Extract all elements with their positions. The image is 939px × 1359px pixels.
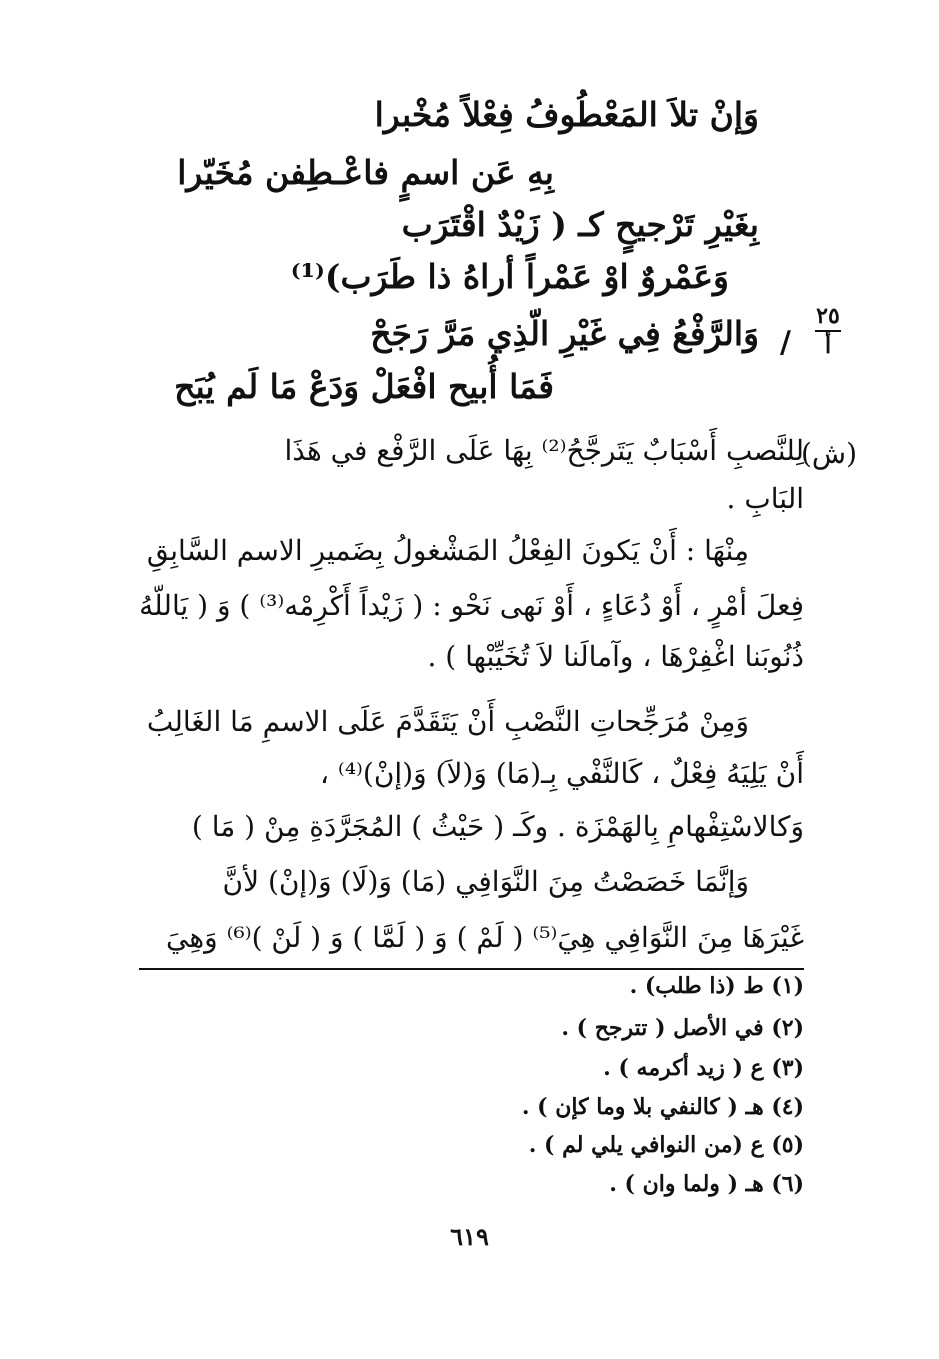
page-number: ٦١٩ (450, 1222, 489, 1251)
footnote: (٤) هـ ( كالنفي بلا وما كإن ) . (521, 1094, 804, 1120)
footnote: (٦) هـ ( ولما وان ) . (609, 1171, 804, 1197)
verse-line: فَمَا أُبيح افْعَلْ وَدَعْ مَا لَم يُبَح (174, 367, 554, 406)
footnote: (٣) ع ( زيد أكرمه ) . (603, 1055, 804, 1081)
footnote: (١) ط (ذا طلب) . (629, 973, 804, 999)
verse-line: وَإنْ تلاَ المَعْطُوفُ فِعْلاً مُخْبرا (374, 95, 759, 134)
verse-line: وَالرَّفْعُ فِي غَيْرِ الّذِي مَرَّ رَجَحْ (370, 314, 759, 353)
commentary-label: (ش) (800, 437, 857, 470)
paragraph-line: غَيْرَهَا مِنَ النَّوَافِي هِيَ⁽⁵⁾ ( لَمْ ) وَ ( لَمَّا ) وَ ( لَنْ )⁽⁶⁾ وَهِيَ (166, 921, 804, 954)
paragraph-line: ذُنُوبَنا اغْفِرْهَا ، وآمالَنا لاَ تُخَيِّبْها ) . (427, 640, 804, 673)
folio-number: ٢٥ (816, 303, 840, 329)
folio-side: أ (824, 333, 832, 359)
paragraph-line: لِلنَّصبِ أَسْبَابٌ يَتَرجَّحُ⁽²⁾ بِهَا عَلَى الرَّفْع في هَذَا (284, 434, 804, 467)
paragraph-line: وَمِنْ مُرَجِّحاتِ النَّصْبِ أَنْ يَتَقَدَّمَ عَلَى الاسمِ مَا الغَالِبُ (146, 705, 749, 738)
paragraph-line: وَكالاسْتِفْهامِ بِالهَمْزَة . وكَـ ( حَيْثُ ) المُجَرَّدَةِ مِنْ ( مَا ) (191, 810, 804, 843)
paragraph-line: وَإنَّمَا خَصَصْتُ مِنَ النَّوَافِي (مَا) وَ(لَا) وَ(إنْ) لأنَّ (222, 865, 749, 898)
paragraph-line: البَابِ . (726, 482, 804, 515)
folio-divider (815, 330, 841, 332)
verse-line: وَعَمْروٌ اوْ عَمْراً أراهُ ذا طَرَب)⁽¹⁾ (290, 257, 729, 296)
verse-line: بِغَيْرِ تَرْجيحٍ كـ ( زَيْدٌ اقْتَرَب (401, 205, 759, 244)
paragraph-line: فِعلَ أمْرٍ ، أَوْ دُعَاءٍ ، أَوْ نَهى نَحْو : ( زَيْداً أَكْرِمْه⁽³⁾ ) وَ ( يَاللّهُ (139, 589, 804, 622)
paragraph-line: مِنْهَا : أَنْ يَكونَ الفِعْلُ المَشْغولُ بِضَميرِ الاسم السَّابِقِ (146, 534, 749, 567)
footnote: (٥) ع (من النوافي يلي لم ) . (528, 1132, 804, 1158)
folio-slash: / (780, 325, 791, 360)
footnote: (٢) في الأصل ( تترجح ) . (561, 1015, 804, 1041)
verse-line: بِهِ عَن اسمٍ فاعْـطِفن مُخَيّرا (177, 153, 554, 192)
footnote-rule (139, 968, 804, 970)
paragraph-line: أَنْ يَلِيَهُ فِعْلٌ ، كَالنَّفْي بِـ(مَا) وَ(لاَ) وَ(إنْ)⁽⁴⁾ ، (319, 757, 804, 790)
folio-marker (811, 305, 845, 357)
